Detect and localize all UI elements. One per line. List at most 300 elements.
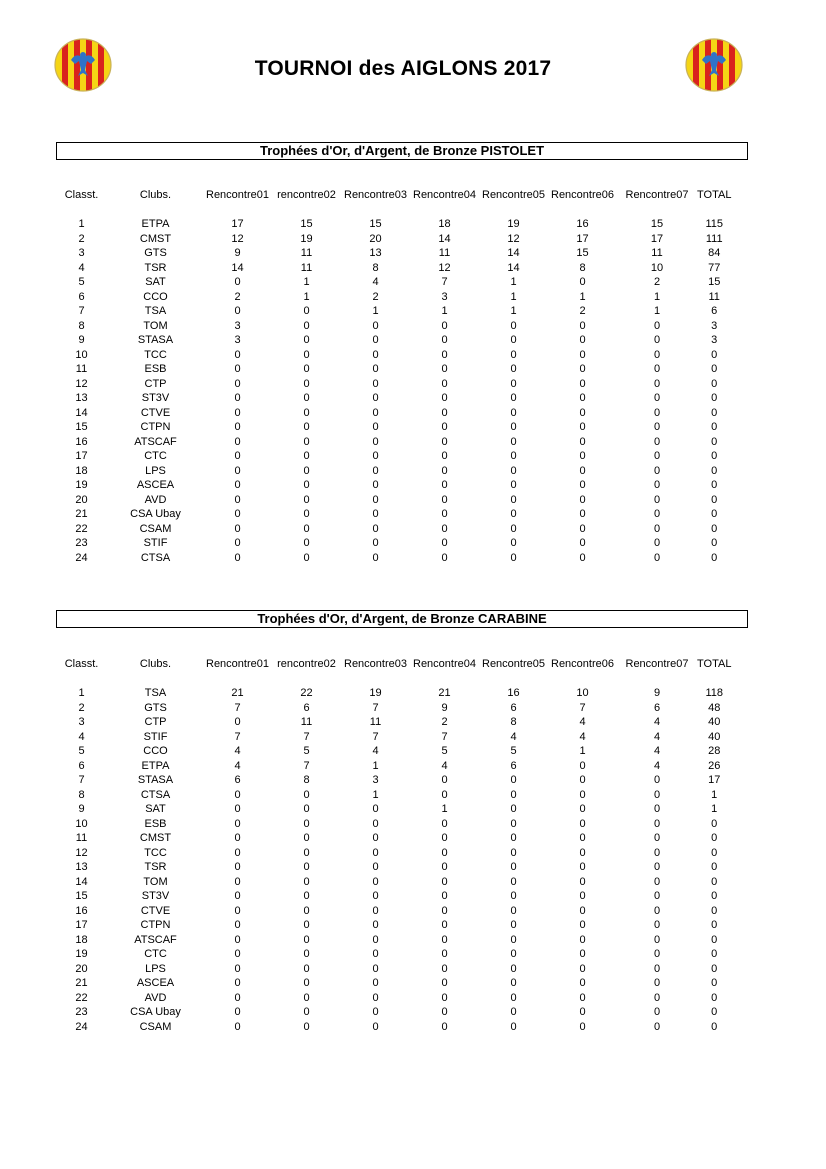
table-cell: 0: [711, 551, 718, 564]
table-cell: 0: [653, 464, 661, 477]
table-cell: 0: [441, 774, 448, 786]
table-cell: ATSCAF: [134, 435, 177, 448]
table-cell: 0: [234, 551, 241, 564]
table-cell: 11: [300, 247, 313, 259]
table-cell: 118: [705, 687, 723, 699]
table-row: [0, 947, 731, 962]
table-cell: 0: [303, 508, 310, 520]
table-cell: 0: [303, 861, 310, 873]
table-row: [0, 1020, 731, 1035]
table-cell: 4: [653, 759, 661, 772]
table-cell: 8: [510, 716, 517, 728]
table-cell: 0: [711, 508, 718, 520]
table-cell: 7: [372, 701, 379, 714]
table-cell: 0: [653, 948, 661, 960]
table-cell: 18: [75, 464, 88, 477]
table-cell: 5: [303, 745, 310, 757]
column-header: TOTAL: [697, 189, 732, 201]
table-cell: 14: [75, 406, 88, 419]
table-cell: CTP: [144, 377, 167, 390]
table-row: [0, 348, 731, 363]
table-cell: 0: [711, 919, 718, 931]
table-cell: 0: [441, 832, 448, 844]
table-cell: 0: [653, 977, 661, 989]
table-cell: 1: [372, 788, 379, 801]
table-cell: 0: [234, 861, 241, 873]
table-cell: 0: [579, 450, 586, 462]
table-cell: ASCEA: [136, 479, 175, 491]
table-cell: 0: [303, 919, 310, 931]
table-cell: 1: [78, 218, 85, 230]
table-cell: 4: [372, 276, 379, 288]
table-cell: 0: [510, 479, 517, 491]
table-cell: 7: [441, 730, 448, 743]
table-cell: 0: [711, 817, 718, 830]
table-cell: 12: [75, 846, 88, 859]
table-cell: 0: [303, 319, 310, 332]
table-cell: 0: [372, 1020, 379, 1033]
table-cell: 8: [372, 261, 379, 274]
table-cell: 0: [711, 991, 718, 1004]
table-cell: 6: [78, 759, 85, 772]
table-cell: 5: [441, 745, 448, 757]
table-cell: 7: [303, 730, 310, 743]
table-cell: AVD: [144, 991, 167, 1004]
table-cell: 10: [75, 817, 88, 830]
table-cell: 0: [579, 406, 586, 419]
table-cell: 0: [372, 493, 379, 506]
section-heading-pistolet: Trophées d'Or, d'Argent, de Bronze PISTOLET: [56, 142, 748, 160]
table-cell: 20: [75, 962, 88, 975]
column-header: Rencontre01: [206, 189, 269, 201]
table-row: [0, 904, 731, 919]
table-cell: 0: [303, 493, 310, 506]
table-cell: 115: [705, 218, 723, 230]
table-cell: 0: [303, 421, 310, 433]
column-header: Rencontre05: [482, 658, 545, 670]
table-cell: 0: [372, 464, 379, 477]
table-cell: 0: [711, 1020, 718, 1033]
table-cell: 0: [234, 846, 241, 859]
table-row: [0, 889, 731, 904]
table-cell: 0: [510, 537, 517, 549]
table-cell: ETPA: [141, 218, 170, 230]
table-cell: 0: [653, 919, 661, 931]
table-cell: 0: [234, 832, 241, 844]
table-cell: 0: [579, 1006, 586, 1018]
table-cell: 3: [78, 247, 85, 259]
table-cell: 0: [510, 933, 517, 946]
table-cell: 0: [510, 803, 517, 815]
table-cell: 17: [75, 450, 88, 462]
table-cell: 0: [441, 508, 448, 520]
column-header: Rencontre05: [482, 189, 545, 201]
table-row: [0, 730, 731, 745]
table-cell: 9: [653, 687, 661, 699]
table-cell: 24: [75, 551, 88, 564]
table-cell: 3: [372, 774, 379, 786]
table-cell: 7: [234, 701, 241, 714]
table-cell: 0: [303, 977, 310, 989]
table-cell: 0: [510, 421, 517, 433]
table-cell: 0: [441, 977, 448, 989]
table-row: [0, 802, 731, 817]
table-cell: 0: [441, 522, 448, 535]
table-cell: 17: [576, 232, 589, 245]
table-cell: 0: [372, 508, 379, 520]
table-cell: 0: [303, 522, 310, 535]
table-row: [0, 773, 731, 788]
table-cell: 4: [78, 730, 85, 743]
table-cell: STASA: [137, 774, 174, 786]
table-cell: 0: [303, 551, 310, 564]
table-cell: 0: [579, 319, 586, 332]
table-cell: 0: [579, 377, 586, 390]
table-cell: 0: [711, 962, 718, 975]
table-cell: 0: [234, 537, 241, 549]
table-cell: 17: [231, 218, 244, 230]
table-cell: 3: [234, 334, 241, 346]
table-cell: CSA Ubay: [130, 1006, 181, 1018]
table-cell: 16: [75, 435, 88, 448]
table-cell: AVD: [144, 493, 167, 506]
table-row: [0, 478, 731, 493]
table-cell: 1: [510, 290, 517, 303]
table-cell: 0: [711, 832, 718, 844]
table-cell: 0: [711, 977, 718, 989]
table-cell: 0: [711, 479, 718, 491]
table-cell: 0: [579, 276, 586, 288]
table-cell: 77: [708, 261, 721, 274]
table-cell: 0: [510, 1006, 517, 1018]
table-cell: 15: [650, 218, 664, 230]
table-cell: 7: [441, 276, 448, 288]
column-header: Rencontre07: [625, 658, 689, 670]
table-cell: 21: [75, 508, 88, 520]
table-cell: 0: [234, 479, 241, 491]
table-cell: 0: [510, 551, 517, 564]
table-cell: 0: [234, 817, 241, 830]
table-cell: 10: [650, 261, 664, 274]
table-cell: 0: [510, 450, 517, 462]
table-cell: 0: [234, 348, 241, 361]
table-cell: 6: [510, 701, 517, 714]
table-cell: CMST: [139, 232, 172, 245]
column-header: Classt.: [64, 658, 99, 670]
column-header: Rencontre06: [551, 658, 614, 670]
table-cell: 3: [711, 319, 718, 332]
table-cell: ST3V: [141, 890, 170, 902]
table-cell: 21: [75, 977, 88, 989]
table-row: [0, 788, 731, 803]
table-row: [0, 406, 731, 421]
table-cell: 0: [510, 904, 517, 917]
table-cell: ESB: [144, 363, 167, 375]
table-cell: 11: [300, 261, 313, 274]
table-row: [0, 686, 731, 701]
table-cell: 20: [369, 232, 382, 245]
table-cell: 6: [303, 701, 310, 714]
table-cell: CTVE: [140, 904, 171, 917]
table-cell: 0: [303, 933, 310, 946]
column-header: Rencontre07: [625, 189, 689, 201]
table-cell: 0: [711, 861, 718, 873]
table-cell: 0: [653, 890, 661, 902]
table-cell: 18: [75, 933, 88, 946]
table-cell: 0: [711, 377, 718, 390]
table-cell: 0: [372, 377, 379, 390]
table-cell: 0: [234, 1006, 241, 1018]
table-row: [0, 391, 731, 406]
table-row: [0, 551, 731, 566]
table-cell: 19: [369, 687, 382, 699]
table-cell: 1: [653, 290, 661, 303]
table-cell: 0: [653, 537, 661, 549]
table-cell: 111: [705, 232, 723, 245]
table-cell: 23: [75, 1006, 88, 1018]
column-header: TOTAL: [697, 658, 732, 670]
table-cell: 0: [303, 464, 310, 477]
table-cell: 0: [579, 537, 586, 549]
column-header: Rencontre03: [344, 189, 407, 201]
table-cell: 9: [78, 334, 85, 346]
table-cell: 2: [78, 232, 85, 245]
table-cell: 0: [234, 977, 241, 989]
table-cell: 2: [653, 276, 661, 288]
table-cell: 0: [579, 875, 586, 888]
table-cell: 0: [234, 493, 241, 506]
table-cell: 0: [372, 348, 379, 361]
table-cell: 0: [303, 479, 310, 491]
table-cell: 40: [708, 716, 721, 728]
table-cell: 0: [510, 817, 517, 830]
column-header: Rencontre01: [206, 658, 269, 670]
table-cell: 0: [510, 977, 517, 989]
table-cell: 0: [234, 363, 241, 375]
table-cell: 0: [441, 406, 448, 419]
table-cell: 22: [75, 991, 88, 1004]
table-cell: 28: [708, 745, 721, 757]
table-cell: 15: [369, 218, 382, 230]
table-cell: CTSA: [140, 551, 171, 564]
table-cell: 0: [711, 493, 718, 506]
table-cell: 0: [579, 788, 586, 801]
table-cell: 24: [75, 1020, 88, 1033]
table-cell: CMST: [139, 832, 172, 844]
table-cell: 9: [441, 701, 448, 714]
table-row: [0, 759, 731, 774]
table-row: [0, 701, 731, 716]
table-cell: 0: [303, 450, 310, 462]
table-cell: 0: [579, 522, 586, 535]
table-cell: 1: [510, 305, 517, 317]
table-cell: 0: [653, 904, 661, 917]
table-cell: CCO: [143, 290, 168, 303]
table-cell: 0: [372, 890, 379, 902]
table-cell: ST3V: [141, 392, 170, 404]
table-cell: 0: [579, 919, 586, 931]
table-cell: 20: [75, 493, 88, 506]
table-cell: 0: [653, 363, 661, 375]
table-cell: 3: [441, 290, 448, 303]
table-cell: 14: [75, 875, 88, 888]
table-cell: 0: [441, 537, 448, 549]
table-row: [0, 507, 731, 522]
column-header: rencontre02: [277, 189, 336, 201]
table-cell: LPS: [145, 962, 166, 975]
table-cell: 0: [711, 450, 718, 462]
table-row: [0, 1005, 731, 1020]
table-cell: 19: [507, 218, 520, 230]
table-cell: 4: [441, 759, 448, 772]
table-cell: 0: [653, 508, 661, 520]
table-cell: 0: [372, 551, 379, 564]
table-cell: 0: [303, 334, 310, 346]
table-cell: 0: [711, 406, 718, 419]
table-row: [0, 860, 731, 875]
table-cell: 1: [441, 305, 448, 317]
table-cell: 7: [372, 730, 379, 743]
table-row: [0, 536, 731, 551]
table-cell: 1: [372, 305, 379, 317]
table-cell: 2: [441, 716, 448, 728]
table-cell: 0: [303, 962, 310, 975]
table-cell: 4: [372, 745, 379, 757]
table-cell: 22: [300, 687, 313, 699]
table-cell: 0: [579, 759, 586, 772]
table-cell: 0: [441, 435, 448, 448]
table-cell: ESB: [144, 817, 167, 830]
table-cell: 1: [510, 276, 517, 288]
column-header: Rencontre04: [413, 189, 476, 201]
table-cell: 3: [234, 319, 241, 332]
table-cell: 0: [653, 875, 661, 888]
table-cell: TSA: [144, 687, 167, 699]
table-cell: 0: [372, 479, 379, 491]
table-cell: 0: [579, 435, 586, 448]
table-cell: 0: [372, 363, 379, 375]
table-row: [0, 817, 731, 832]
table-cell: 2: [234, 290, 241, 303]
table-cell: TSA: [144, 305, 167, 317]
table-cell: 0: [372, 991, 379, 1004]
table-row: [0, 261, 731, 276]
table-cell: 17: [650, 232, 664, 245]
table-cell: 0: [441, 817, 448, 830]
table-cell: 8: [78, 319, 85, 332]
table-cell: 15: [300, 218, 313, 230]
table-cell: 0: [303, 846, 310, 859]
table-cell: 12: [438, 261, 451, 274]
table-cell: 0: [653, 334, 661, 346]
table-cell: 0: [711, 890, 718, 902]
table-cell: 16: [507, 687, 520, 699]
table-cell: 23: [75, 537, 88, 549]
table-cell: 0: [653, 803, 661, 815]
table-cell: 0: [579, 803, 586, 815]
table-cell: 1: [303, 276, 310, 288]
table-cell: 11: [651, 247, 663, 259]
table-cell: 16: [75, 904, 88, 917]
table-cell: CTPN: [140, 919, 171, 931]
table-cell: 0: [441, 493, 448, 506]
table-cell: 0: [303, 1020, 310, 1033]
table-cell: 11: [75, 363, 88, 375]
table-cell: 0: [653, 551, 661, 564]
table-cell: 0: [441, 788, 448, 801]
table-cell: 4: [510, 730, 517, 743]
table-cell: 0: [510, 319, 517, 332]
table-cell: 0: [579, 904, 586, 917]
table-cell: 0: [653, 377, 661, 390]
table-cell: 0: [510, 406, 517, 419]
table-cell: 0: [441, 421, 448, 433]
table-cell: CTP: [144, 716, 167, 728]
table-cell: CTC: [144, 450, 167, 462]
table-cell: 0: [510, 875, 517, 888]
table-cell: 0: [372, 537, 379, 549]
table-cell: 19: [75, 948, 88, 960]
table-cell: 0: [303, 991, 310, 1004]
table-cell: 7: [303, 759, 310, 772]
table-cell: 7: [579, 701, 586, 714]
table-cell: 0: [711, 348, 718, 361]
table-cell: 6: [711, 305, 718, 317]
table-cell: 0: [579, 846, 586, 859]
table-cell: CSA Ubay: [130, 508, 181, 520]
table-cell: STIF: [143, 730, 168, 743]
table-cell: 11: [369, 716, 382, 728]
table-row: [0, 522, 731, 537]
table-cell: 0: [372, 319, 379, 332]
table-cell: 0: [579, 392, 586, 404]
table-cell: 4: [579, 716, 586, 728]
table-row: [0, 918, 731, 933]
table-cell: 0: [579, 861, 586, 873]
table-cell: 0: [510, 522, 517, 535]
table-row: [0, 962, 731, 977]
table-cell: 0: [711, 392, 718, 404]
table-cell: GTS: [144, 701, 167, 714]
table-cell: 0: [510, 962, 517, 975]
table-cell: 0: [653, 1006, 661, 1018]
table-cell: 0: [372, 421, 379, 433]
table-cell: 0: [653, 774, 661, 786]
table-cell: 26: [708, 759, 721, 772]
table-cell: 0: [653, 479, 661, 491]
table-cell: 0: [234, 305, 241, 317]
table-cell: 0: [234, 788, 241, 801]
table-cell: 4: [579, 730, 586, 743]
table-cell: 0: [653, 522, 661, 535]
table-row: [0, 831, 731, 846]
table-cell: 0: [711, 933, 718, 946]
table-cell: ATSCAF: [134, 933, 177, 946]
table-cell: 0: [303, 377, 310, 390]
table-cell: 15: [75, 890, 88, 902]
table-cell: 13: [369, 247, 382, 259]
table-cell: 0: [441, 875, 448, 888]
table-cell: 17: [75, 919, 88, 931]
table-cell: 0: [579, 962, 586, 975]
table-cell: 16: [576, 218, 589, 230]
table-cell: 6: [78, 290, 85, 303]
table-cell: 0: [579, 832, 586, 844]
table-cell: 15: [708, 276, 721, 288]
table-cell: 11: [438, 247, 451, 259]
table-row: [0, 976, 731, 991]
column-header: rencontre02: [277, 658, 336, 670]
